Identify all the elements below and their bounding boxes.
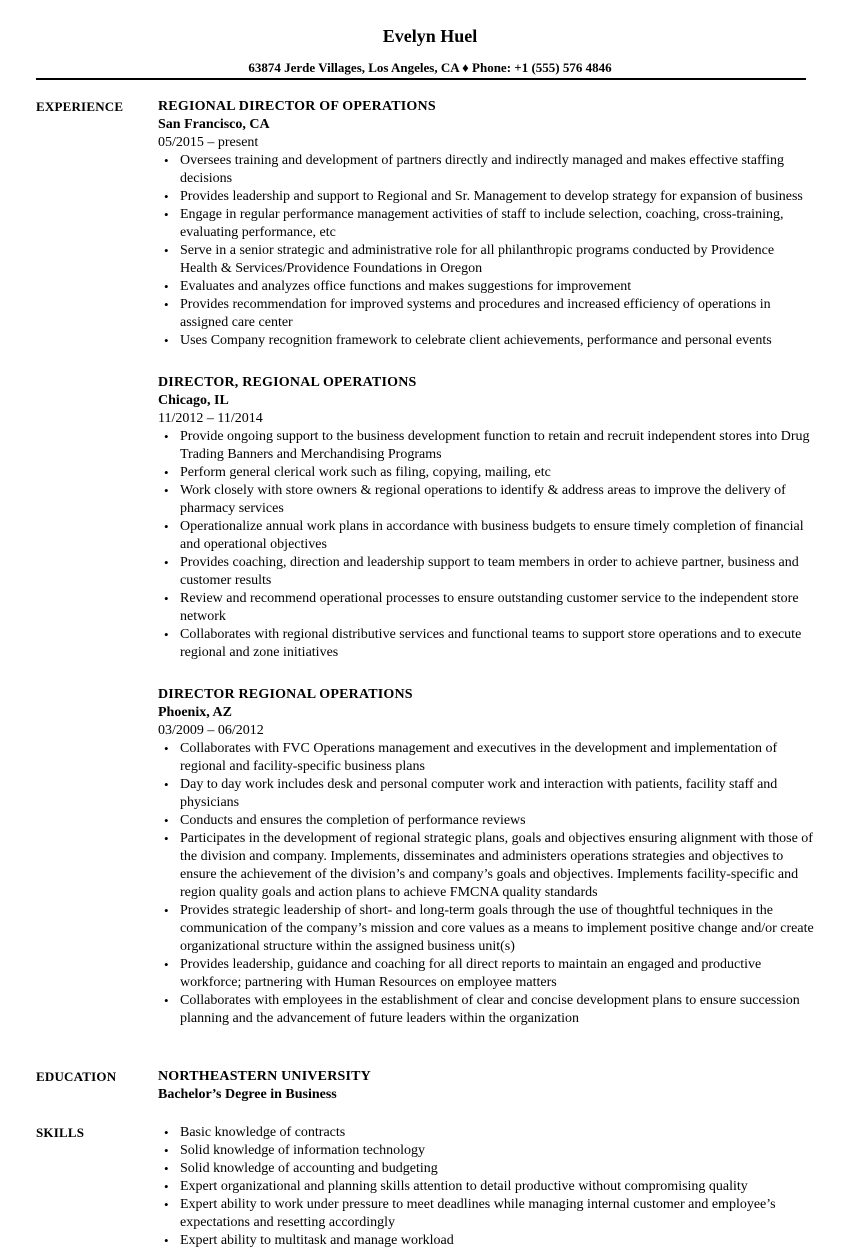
duty-item: • Uses Company recognition framework to celebrate client achievements, performance and personal events [158, 332, 818, 350]
duty-item: • Provide ongoing support to the business development function to retain and recruit independent stores into Drug Trading Banners and Merchandising Programs [158, 428, 818, 464]
duty-item: • Oversees training and development of partners directly and indirectly managed and makes effective staffing decisions [158, 152, 818, 188]
skill-item: • Expert ability to multitask and manage workload [158, 1232, 818, 1250]
job-entry [158, 686, 818, 1028]
education-body [158, 1068, 818, 1104]
duty-item: • Collaborates with regional distributive services and functional teams to support store operations and to execute regional and zone initiatives [158, 626, 818, 662]
duty-item: • Review and recommend operational processes to ensure outstanding customer service to the independent store network [158, 590, 818, 626]
duty-item: • Provides leadership and support to Regional and Sr. Management to develop strategy for expansion of business [158, 188, 818, 206]
duty-item: • Engage in regular performance management activities of staff to include selection, coaching, cross-training, evaluating performance, etc [158, 206, 818, 242]
duty-item: • Provides recommendation for improved systems and procedures and increased efficiency of operations in assigned care center [158, 296, 818, 332]
skill-item: • Expert organizational and planning skills attention to detail productive without compromising quality [158, 1178, 818, 1196]
experience-label: EXPERIENCE [36, 99, 124, 114]
skill-item: • Expert ability to work under pressure to meet deadlines while managing internal customer and employee’s expectations and resetting accordingly [158, 1196, 818, 1232]
header-divider [36, 78, 806, 80]
candidate-name: Evelyn Huel [382, 26, 478, 46]
job-duties [158, 428, 818, 662]
job-dates: 03/2009 – 06/2012 [158, 723, 264, 738]
job-dates: 11/2012 – 11/2014 [158, 411, 263, 426]
duty-item: • Provides coaching, direction and leadership support to team members in order to achieve partner, business and customer results [158, 554, 818, 590]
skills-list [158, 1124, 818, 1250]
duty-item: • Conducts and ensures the completion of performance reviews [158, 812, 818, 830]
duty-item: • Participates in the development of regional strategic plans, goals and objectives ensuring alignment with those of the division and company. Implements, disseminates and administers operations strategies and objectives to ensure the achievement of the division’s and company’s goals and objectives. Implements facility-specific and region quality goals and action plans to achieve FMCNA quality standards [158, 830, 818, 902]
job-title: REGIONAL DIRECTOR OF OPERATIONS [158, 99, 436, 114]
school-name: NORTHEASTERN UNIVERSITY [158, 1069, 371, 1084]
education-label: EDUCATION [36, 1069, 117, 1084]
skills-label: SKILLS [36, 1125, 85, 1140]
duty-item: • Operationalize annual work plans in accordance with business budgets to ensure timely completion of financial and operational objectives [158, 518, 818, 554]
duty-item: • Perform general clerical work such as filing, copying, mailing, etc [158, 464, 818, 482]
job-dates: 05/2015 – present [158, 135, 259, 150]
degree: Bachelor’s Degree in Business [158, 1087, 337, 1102]
duty-item: • Collaborates with FVC Operations management and executives in the development and implementation of regional and facility-specific business plans [158, 740, 818, 776]
job-location: Phoenix, AZ [158, 705, 232, 720]
duty-item: • Collaborates with employees in the establishment of clear and concise development plans to ensure succession planning and the advancement of future leaders within the organization [158, 992, 818, 1028]
contact-line: 63874 Jerde Villages, Los Angeles, CA ♦ Phone: +1 (555) 576 4846 [248, 60, 612, 75]
job-duties [158, 152, 818, 350]
duty-item: • Provides strategic leadership of short- and long-term goals through the use of thoughtful techniques in the communication of the company’s mission and core values as a means to implement positive change and/or create organizational structure within the assigned business unit(s) [158, 902, 818, 956]
duty-item: • Day to day work includes desk and personal computer work and interaction with patients, facility staff and physicians [158, 776, 818, 812]
duty-item: • Work closely with store owners & regional operations to identify & address areas to improve the delivery of pharmacy services [158, 482, 818, 518]
job-duties [158, 740, 818, 1028]
duty-item: • Evaluates and analyzes office functions and makes suggestions for improvement [158, 278, 818, 296]
duty-item: • Provides leadership, guidance and coaching for all direct reports to maintain an engaged and productive workforce; partnering with Human Resources on employee matters [158, 956, 818, 992]
job-entry [158, 374, 818, 662]
skills-body [158, 1124, 818, 1250]
job-title: DIRECTOR, REGIONAL OPERATIONS [158, 375, 417, 390]
job-title: DIRECTOR REGIONAL OPERATIONS [158, 687, 413, 702]
skill-item: • Solid knowledge of accounting and budgeting [158, 1160, 818, 1178]
experience-body [158, 98, 818, 1052]
skill-item: • Basic knowledge of contracts [158, 1124, 818, 1142]
duty-item: • Serve in a senior strategic and administrative role for all philanthropic programs conducted by Providence Health & Services/Providence Foundations in Oregon [158, 242, 818, 278]
job-location: Chicago, IL [158, 393, 229, 408]
skill-item: • Solid knowledge of information technology [158, 1142, 818, 1160]
job-entry [158, 98, 818, 350]
job-location: San Francisco, CA [158, 117, 270, 132]
